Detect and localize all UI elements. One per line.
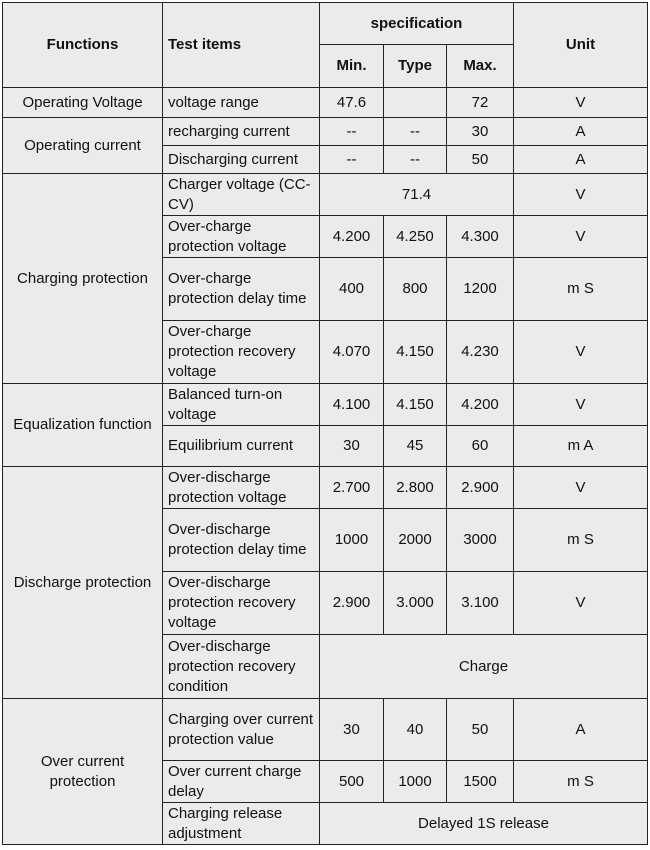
min-value: 47.6 bbox=[320, 88, 384, 118]
unit-value: V bbox=[514, 174, 648, 216]
min-value: 500 bbox=[320, 761, 384, 803]
test-item: Over-discharge protection recovery condition bbox=[163, 635, 320, 699]
table-row bbox=[3, 174, 648, 216]
table-row bbox=[3, 88, 648, 118]
max-value: 4.200 bbox=[447, 384, 514, 426]
unit-value: V bbox=[514, 572, 648, 635]
min-value: 30 bbox=[320, 426, 384, 467]
type-value: 4.150 bbox=[384, 384, 447, 426]
type-value: 4.250 bbox=[384, 216, 447, 258]
test-item: Discharging current bbox=[163, 146, 320, 174]
spec-span-value: 71.4 bbox=[320, 174, 514, 216]
test-item: Over-discharge protection recovery voltage bbox=[163, 572, 320, 635]
function-cell: Discharge protection bbox=[3, 467, 163, 699]
header-specification: specification bbox=[320, 3, 514, 45]
spec-table bbox=[2, 2, 648, 845]
max-value: 72 bbox=[447, 88, 514, 118]
min-value: 4.100 bbox=[320, 384, 384, 426]
max-value: 3.100 bbox=[447, 572, 514, 635]
header-max: Max. bbox=[447, 45, 514, 88]
min-value: 4.070 bbox=[320, 321, 384, 384]
unit-value: m S bbox=[514, 509, 648, 572]
min-value: 400 bbox=[320, 258, 384, 321]
unit-value: m S bbox=[514, 258, 648, 321]
table-row bbox=[3, 467, 648, 509]
type-value: -- bbox=[384, 146, 447, 174]
unit-value: V bbox=[514, 384, 648, 426]
unit-value: A bbox=[514, 699, 648, 761]
unit-value: A bbox=[514, 146, 648, 174]
min-value: 30 bbox=[320, 699, 384, 761]
test-item: Charging release adjustment bbox=[163, 803, 320, 845]
test-item: Equilibrium current bbox=[163, 426, 320, 467]
max-value: 3000 bbox=[447, 509, 514, 572]
table-row bbox=[3, 699, 648, 761]
function-cell: Operating current bbox=[3, 118, 163, 174]
max-value: 4.230 bbox=[447, 321, 514, 384]
type-value: 1000 bbox=[384, 761, 447, 803]
type-value: 4.150 bbox=[384, 321, 447, 384]
min-value: 2.700 bbox=[320, 467, 384, 509]
min-value: -- bbox=[320, 146, 384, 174]
max-value: 1500 bbox=[447, 761, 514, 803]
type-value: 40 bbox=[384, 699, 447, 761]
max-value: 50 bbox=[447, 699, 514, 761]
test-item: Balanced turn-on voltage bbox=[163, 384, 320, 426]
type-value: 2.800 bbox=[384, 467, 447, 509]
unit-value: V bbox=[514, 467, 648, 509]
min-value: 4.200 bbox=[320, 216, 384, 258]
test-item: Over-charge protection voltage bbox=[163, 216, 320, 258]
spec-span-value: Delayed 1S release bbox=[320, 803, 648, 845]
table-row bbox=[3, 384, 648, 426]
max-value: 30 bbox=[447, 118, 514, 146]
unit-value: m A bbox=[514, 426, 648, 467]
test-item: Over-charge protection recovery voltage bbox=[163, 321, 320, 384]
test-item: Over-discharge protection delay time bbox=[163, 509, 320, 572]
function-cell: Equalization function bbox=[3, 384, 163, 467]
max-value: 50 bbox=[447, 146, 514, 174]
type-value: 3.000 bbox=[384, 572, 447, 635]
test-item: Over current charge delay bbox=[163, 761, 320, 803]
type-value: 2000 bbox=[384, 509, 447, 572]
unit-value: V bbox=[514, 216, 648, 258]
min-value: -- bbox=[320, 118, 384, 146]
type-value: 45 bbox=[384, 426, 447, 467]
test-item: voltage range bbox=[163, 88, 320, 118]
header-type: Type bbox=[384, 45, 447, 88]
min-value: 1000 bbox=[320, 509, 384, 572]
type-value bbox=[384, 88, 447, 118]
header-test-items: Test items bbox=[163, 3, 320, 88]
header-unit: Unit bbox=[514, 3, 648, 88]
type-value: 800 bbox=[384, 258, 447, 321]
max-value: 1200 bbox=[447, 258, 514, 321]
unit-value: A bbox=[514, 118, 648, 146]
max-value: 60 bbox=[447, 426, 514, 467]
spec-span-value: Charge bbox=[320, 635, 648, 699]
unit-value: V bbox=[514, 88, 648, 118]
function-cell: Operating Voltage bbox=[3, 88, 163, 118]
function-cell: Over current protection bbox=[3, 699, 163, 845]
max-value: 2.900 bbox=[447, 467, 514, 509]
header-min: Min. bbox=[320, 45, 384, 88]
test-item: Over-discharge protection voltage bbox=[163, 467, 320, 509]
unit-value: m S bbox=[514, 761, 648, 803]
max-value: 4.300 bbox=[447, 216, 514, 258]
function-cell: Charging protection bbox=[3, 174, 163, 384]
test-item: recharging current bbox=[163, 118, 320, 146]
unit-value: V bbox=[514, 321, 648, 384]
type-value: -- bbox=[384, 118, 447, 146]
test-item: Charger voltage (CC- CV) bbox=[163, 174, 320, 216]
min-value: 2.900 bbox=[320, 572, 384, 635]
header-functions: Functions bbox=[3, 3, 163, 88]
test-item: Over-charge protection delay time bbox=[163, 258, 320, 321]
table-row bbox=[3, 118, 648, 146]
test-item: Charging over current protection value bbox=[163, 699, 320, 761]
